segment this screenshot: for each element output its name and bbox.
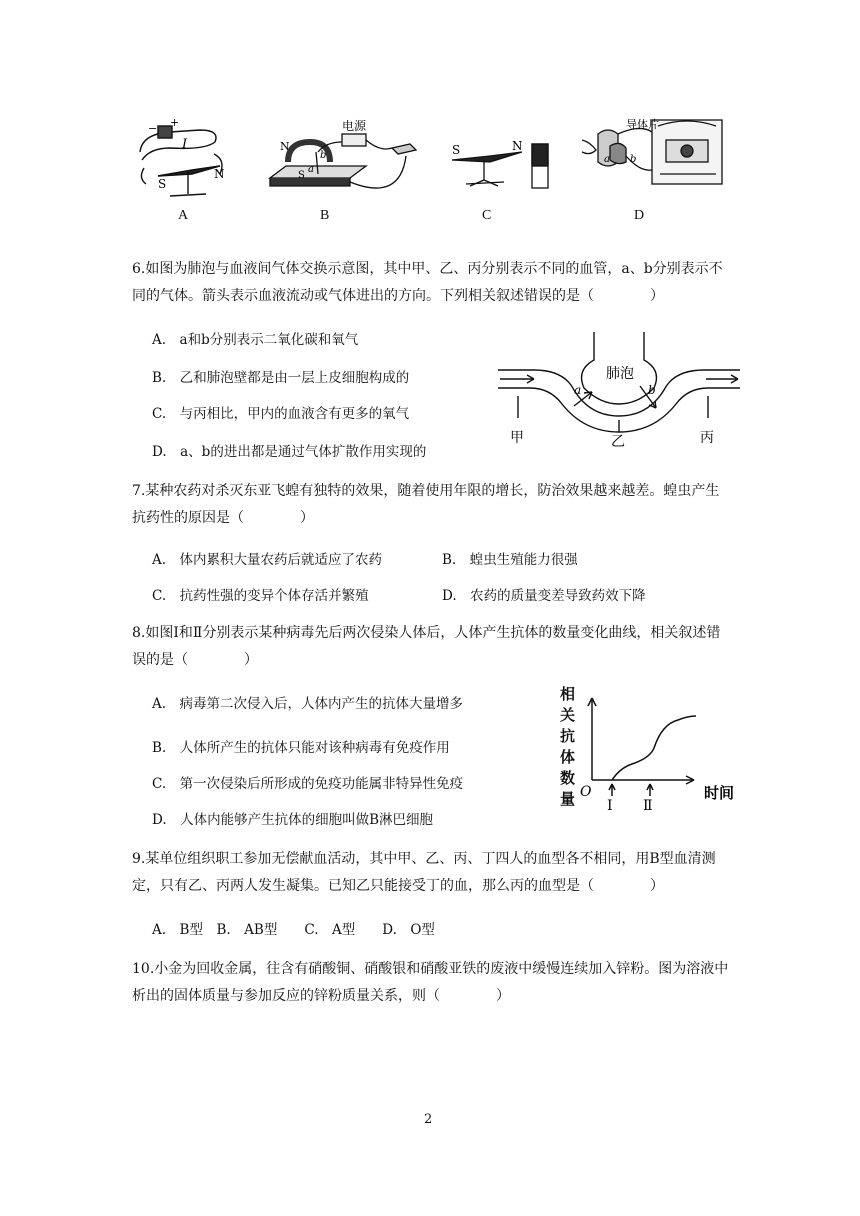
- question-7-option-a: A. 体内累积大量农药后就适应了农药: [152, 552, 383, 568]
- figure-a-current-label: I: [182, 137, 188, 152]
- question-9-options: A. B型 B. AB型 C. A型 D. O型: [152, 922, 435, 938]
- question-8-option-d: D. 人体内能够产生抗体的细胞叫做B淋巴细胞: [152, 812, 434, 828]
- figure-a-plus: +: [170, 116, 180, 129]
- vessel-jia-label: 甲: [510, 430, 524, 446]
- figure-b-n: N: [280, 140, 290, 153]
- figure-a-drawing: [140, 126, 222, 196]
- question-9-stem: 9.某单位组织职工参加无偿献血活动，其中甲、乙、丙、丁四人的血型各不相同，用B型血清测定，只有乙、丙两人发生凝集。已知乙只能接受丁的血，那么丙的血型是（ ）: [132, 851, 716, 894]
- figure-c-s: S: [452, 143, 461, 157]
- question-7-option-d: D. 农药的质量变差导致药效下降: [442, 588, 646, 604]
- question-8-option-b: B. 人体所产生的抗体只能对该种病毒有免疫作用: [152, 740, 450, 756]
- page-number: 2: [424, 1112, 433, 1127]
- question-6-option-c: C. 与丙相比，甲内的血液含有更多的氧气: [152, 406, 410, 422]
- vessel-yi-label: 乙: [611, 434, 625, 450]
- alveolus-label: 肺泡: [606, 366, 634, 382]
- question-8-option-c: C. 第一次侵染后所形成的免疫功能属非特异性免疫: [152, 776, 464, 792]
- question-7-stem: 7.某种农药对杀灭东亚飞蝗有独特的效果，随着使用年限的增长，防治效果越来越差。蝗虫产生抗药性的原因是（ ）: [132, 483, 720, 526]
- figure-b-a: a: [308, 164, 314, 175]
- vessel-bing-label: 丙: [700, 430, 714, 446]
- question-6-option-d: D. a、b的进出都是通过气体扩散作用实现的: [152, 444, 427, 460]
- figure-label-b: B: [320, 208, 330, 223]
- graph-mark-2: Ⅱ: [643, 798, 653, 814]
- question-6-stem: 6.如图为肺泡与血液间气体交换示意图，其中甲、乙、丙分别表示不同的血管，a、b分别表示不同的气体。箭头表示血液流动或气体进出的方向。下列相关叙述错误的是（ ）: [132, 261, 723, 304]
- graph-drawing: [558, 684, 748, 820]
- question-8-stem: 8.如图Ⅰ和Ⅱ分别表示某种病毒先后两次侵染人体后，人体产生抗体的数量变化曲线，相关叙述错误的是（ ）: [132, 625, 721, 668]
- figure-d-conductor-label: 导体片: [626, 118, 659, 131]
- figure-label-d: D: [634, 208, 645, 223]
- figure-b-drawing: [270, 134, 416, 188]
- figure-b-s: S: [298, 170, 305, 181]
- question-6-option-b: B. 乙和肺泡壁都是由一层上皮细胞构成的: [152, 370, 410, 386]
- alveolus-drawing: [494, 332, 744, 452]
- question-10-stem: 10.小金为回收金属，往含有硝酸铜、硝酸银和硝酸亚铁的废液中缓慢连续加入锌粉。图为溶液中析出的固体质量与参加反应的锌粉质量关系，则（ ）: [132, 961, 729, 1004]
- graph-origin: O: [580, 784, 592, 800]
- figure-a-minus: −: [148, 122, 158, 135]
- figure-a-n: N: [214, 167, 225, 181]
- figure-d-a: a: [604, 154, 610, 165]
- antibody-graph: [558, 684, 748, 820]
- graph-xlabel: 时间: [704, 784, 735, 802]
- graph-ylabel: 相关抗体数量: [560, 685, 576, 808]
- figure-b-b: b: [320, 150, 327, 161]
- figure-b-power-label: 电源: [342, 119, 367, 133]
- figure-label-c: C: [482, 208, 492, 223]
- alveolus-diagram: [494, 332, 744, 452]
- figure-label-a: A: [178, 208, 189, 223]
- graph-mark-1: Ⅰ: [607, 798, 613, 814]
- figure-d-b: b: [630, 154, 637, 165]
- gas-b-label: b: [648, 383, 656, 397]
- top-figure: [130, 112, 730, 232]
- question-7-option-b: B. 蝗虫生殖能力很强: [442, 552, 578, 568]
- question-8-option-a: A. 病毒第二次侵入后，人体内产生的抗体大量增多: [152, 696, 464, 712]
- question-6-option-a: A. a和b分别表示二氧化碳和氧气: [152, 332, 359, 348]
- figure-a-s: S: [158, 177, 167, 191]
- gas-a-label: a: [574, 383, 582, 397]
- figure-c-n: N: [512, 139, 523, 153]
- figure-c-drawing: [452, 144, 548, 188]
- question-7-option-c: C. 抗药性强的变异个体存活并繁殖: [152, 588, 369, 604]
